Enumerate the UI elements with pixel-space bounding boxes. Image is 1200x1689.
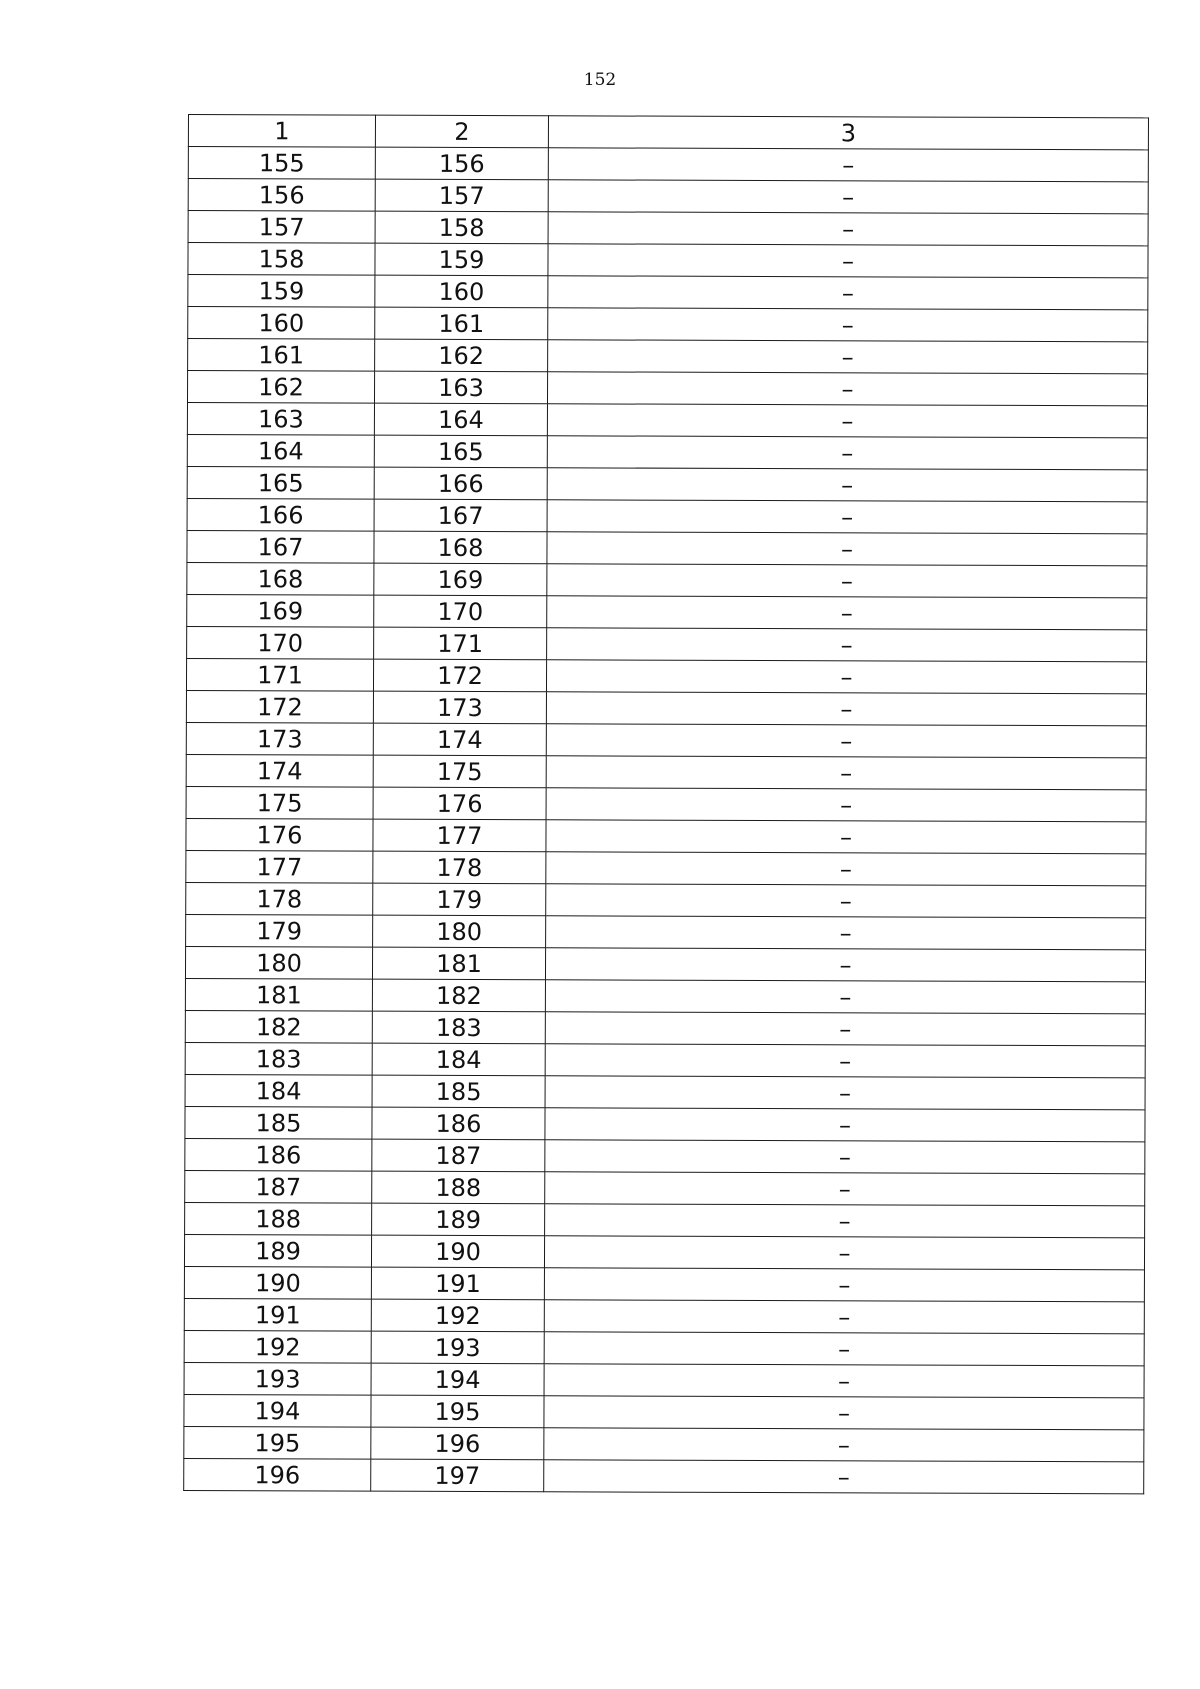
table-header: [188, 115, 1148, 150]
table-cell: 163: [187, 403, 374, 436]
table-cell: –: [548, 180, 1148, 214]
table-row: [186, 850, 1146, 885]
table-cell: –: [546, 756, 1146, 790]
table-cell: –: [548, 212, 1148, 246]
table-row: [186, 914, 1146, 949]
table-cell: 174: [373, 723, 546, 756]
table-cell: 159: [375, 243, 548, 276]
table-cell: –: [548, 276, 1148, 310]
table-row: [184, 1234, 1144, 1269]
table-cell: 172: [186, 690, 373, 723]
table-cell: 192: [371, 1299, 544, 1332]
table-row: [185, 1106, 1145, 1141]
table-cell: 172: [373, 659, 546, 692]
table-cell: 190: [184, 1266, 371, 1299]
table-cell: 189: [372, 1203, 545, 1236]
table-cell: –: [544, 1236, 1144, 1270]
table-row: [187, 562, 1147, 597]
table-cell: –: [545, 1204, 1145, 1238]
table-row: [187, 434, 1147, 469]
table-cell: –: [545, 1012, 1145, 1046]
table-cell: 194: [184, 1394, 371, 1427]
table-cell: 189: [184, 1234, 371, 1267]
table-cell: 181: [372, 947, 545, 980]
table-cell: 173: [373, 691, 546, 724]
table-row: [185, 1074, 1145, 1109]
table-cell: –: [545, 1172, 1145, 1206]
table-cell: 196: [371, 1427, 544, 1460]
table-cell: 174: [186, 754, 373, 787]
table-cell: 176: [373, 787, 546, 820]
table-cell: –: [546, 852, 1146, 886]
table-row: [186, 882, 1146, 917]
table-row: [187, 594, 1147, 629]
table-row: [188, 307, 1148, 342]
table-cell: 165: [374, 435, 547, 468]
table-cell: 197: [371, 1459, 544, 1492]
table-cell: –: [545, 1044, 1145, 1078]
table-cell: 160: [188, 307, 375, 340]
table-cell: –: [546, 724, 1146, 758]
table-cell: –: [545, 1108, 1145, 1142]
table-cell: –: [546, 916, 1146, 950]
table-cell: 183: [372, 1011, 545, 1044]
table-cell: 191: [371, 1267, 544, 1300]
table-cell: 191: [184, 1298, 371, 1331]
table-row: [185, 1170, 1145, 1205]
table-cell: 155: [188, 147, 375, 180]
table-row: [184, 1266, 1144, 1301]
table-cell: –: [548, 340, 1148, 374]
table-row: [185, 946, 1145, 981]
table-cell: –: [547, 436, 1147, 470]
table-cell: 177: [373, 819, 546, 852]
table-cell: 156: [375, 147, 548, 180]
table-cell: 188: [372, 1171, 545, 1204]
table-cell: 181: [185, 978, 372, 1011]
table-cell: 175: [373, 755, 546, 788]
table-cell: 187: [185, 1170, 372, 1203]
table-row: [187, 498, 1147, 533]
table-cell: –: [545, 1140, 1145, 1174]
table-cell: –: [546, 788, 1146, 822]
table-cell: 163: [374, 371, 547, 404]
table-row: [188, 339, 1148, 374]
table-cell: 179: [373, 883, 546, 916]
table-cell: 170: [187, 626, 374, 659]
table-cell: 190: [371, 1235, 544, 1268]
table-cell: 186: [372, 1107, 545, 1140]
table-row: [188, 275, 1148, 310]
table-body: [184, 147, 1149, 1494]
table-cell: –: [544, 1364, 1144, 1398]
table-row: [187, 371, 1147, 406]
table-cell: –: [545, 1076, 1145, 1110]
table-row: [188, 243, 1148, 278]
table-cell: 166: [374, 467, 547, 500]
table-cell: 187: [372, 1139, 545, 1172]
table-cell: 169: [187, 594, 374, 627]
table-cell: –: [547, 596, 1147, 630]
table-row: [185, 1010, 1145, 1045]
table-cell: 183: [185, 1042, 372, 1075]
table-cell: 185: [185, 1106, 372, 1139]
table-cell: 193: [184, 1362, 371, 1395]
table-row: [186, 690, 1146, 725]
table-cell: 176: [186, 818, 373, 851]
table-cell: 188: [185, 1202, 372, 1235]
table-cell: 170: [374, 595, 547, 628]
table-row: [186, 786, 1146, 821]
table-row: [186, 754, 1146, 789]
table-cell: 162: [187, 371, 374, 404]
table-cell: 157: [188, 211, 375, 244]
table-row: [187, 530, 1147, 565]
table-cell: –: [544, 1268, 1144, 1302]
table-cell: 180: [373, 915, 546, 948]
table-cell: 162: [375, 339, 548, 372]
table-cell: –: [548, 244, 1148, 278]
table-cell: 167: [374, 499, 547, 532]
table-cell: 166: [187, 498, 374, 531]
table-row: [184, 1458, 1144, 1493]
table-cell: 194: [371, 1363, 544, 1396]
table-row: [184, 1426, 1144, 1461]
table-cell: 195: [184, 1426, 371, 1459]
table-cell: 184: [372, 1043, 545, 1076]
table-cell: 167: [187, 530, 374, 563]
table-cell: –: [546, 884, 1146, 918]
table-cell: 177: [186, 850, 373, 883]
table-row: [186, 818, 1146, 853]
table-row: [187, 403, 1147, 438]
table-cell: 160: [375, 275, 548, 308]
table-row: [187, 626, 1147, 661]
table-row: [187, 466, 1147, 501]
table-cell: 182: [372, 979, 545, 1012]
table-cell: –: [547, 372, 1147, 406]
table-row: [188, 147, 1148, 182]
table-row: [184, 1330, 1144, 1365]
table-row: [185, 1202, 1145, 1237]
column-header: 1: [188, 115, 375, 148]
table-cell: 192: [184, 1330, 371, 1363]
table-cell: 156: [188, 179, 375, 212]
table-cell: –: [547, 468, 1147, 502]
table-cell: 184: [185, 1074, 372, 1107]
table-cell: –: [545, 948, 1145, 982]
table-cell: 164: [187, 434, 374, 467]
table-row: [188, 179, 1148, 214]
table-cell: 195: [371, 1395, 544, 1428]
table-cell: 196: [184, 1458, 371, 1491]
table-cell: 175: [186, 786, 373, 819]
table-cell: –: [545, 980, 1145, 1014]
table-cell: –: [544, 1460, 1144, 1494]
table-cell: 179: [186, 914, 373, 947]
column-header: 2: [375, 115, 548, 148]
table-cell: –: [546, 660, 1146, 694]
table-cell: 169: [374, 563, 547, 596]
table-cell: 186: [185, 1138, 372, 1171]
table-cell: –: [544, 1396, 1144, 1430]
table-cell: 157: [375, 179, 548, 212]
table-cell: 178: [373, 851, 546, 884]
table-cell: –: [546, 692, 1146, 726]
table-cell: –: [547, 404, 1147, 438]
table-cell: 161: [188, 339, 375, 372]
table-row: [188, 211, 1148, 246]
table-cell: 165: [187, 466, 374, 499]
table-cell: 168: [187, 562, 374, 595]
table-cell: –: [546, 820, 1146, 854]
table-cell: –: [547, 628, 1147, 662]
table-cell: –: [547, 532, 1147, 566]
table-row: [186, 658, 1146, 693]
table-cell: 159: [188, 275, 375, 308]
data-table: [183, 114, 1149, 1494]
table-cell: 164: [374, 403, 547, 436]
table-cell: 173: [186, 722, 373, 755]
table-cell: 158: [188, 243, 375, 276]
table-cell: 158: [375, 211, 548, 244]
table-row: [185, 978, 1145, 1013]
table-cell: –: [548, 308, 1148, 342]
table-cell: –: [547, 500, 1147, 534]
table-cell: –: [548, 148, 1148, 182]
table-row: [185, 1138, 1145, 1173]
table-row: [185, 1042, 1145, 1077]
table-cell: 168: [374, 531, 547, 564]
column-header: 3: [548, 116, 1148, 150]
table-row: [184, 1394, 1144, 1429]
table-cell: 171: [374, 627, 547, 660]
header-row: [188, 115, 1148, 150]
table-cell: –: [544, 1300, 1144, 1334]
table-cell: 178: [186, 882, 373, 915]
table-row: [184, 1362, 1144, 1397]
table-cell: –: [544, 1428, 1144, 1462]
table-cell: 171: [186, 658, 373, 691]
table-cell: 185: [372, 1075, 545, 1108]
table-row: [184, 1298, 1144, 1333]
table-cell: 182: [185, 1010, 372, 1043]
table-cell: 180: [185, 946, 372, 979]
table-cell: 193: [371, 1331, 544, 1364]
page-number: 152: [583, 70, 617, 90]
table-cell: –: [547, 564, 1147, 598]
table-cell: 161: [375, 307, 548, 340]
table-row: [186, 722, 1146, 757]
table-cell: –: [544, 1332, 1144, 1366]
